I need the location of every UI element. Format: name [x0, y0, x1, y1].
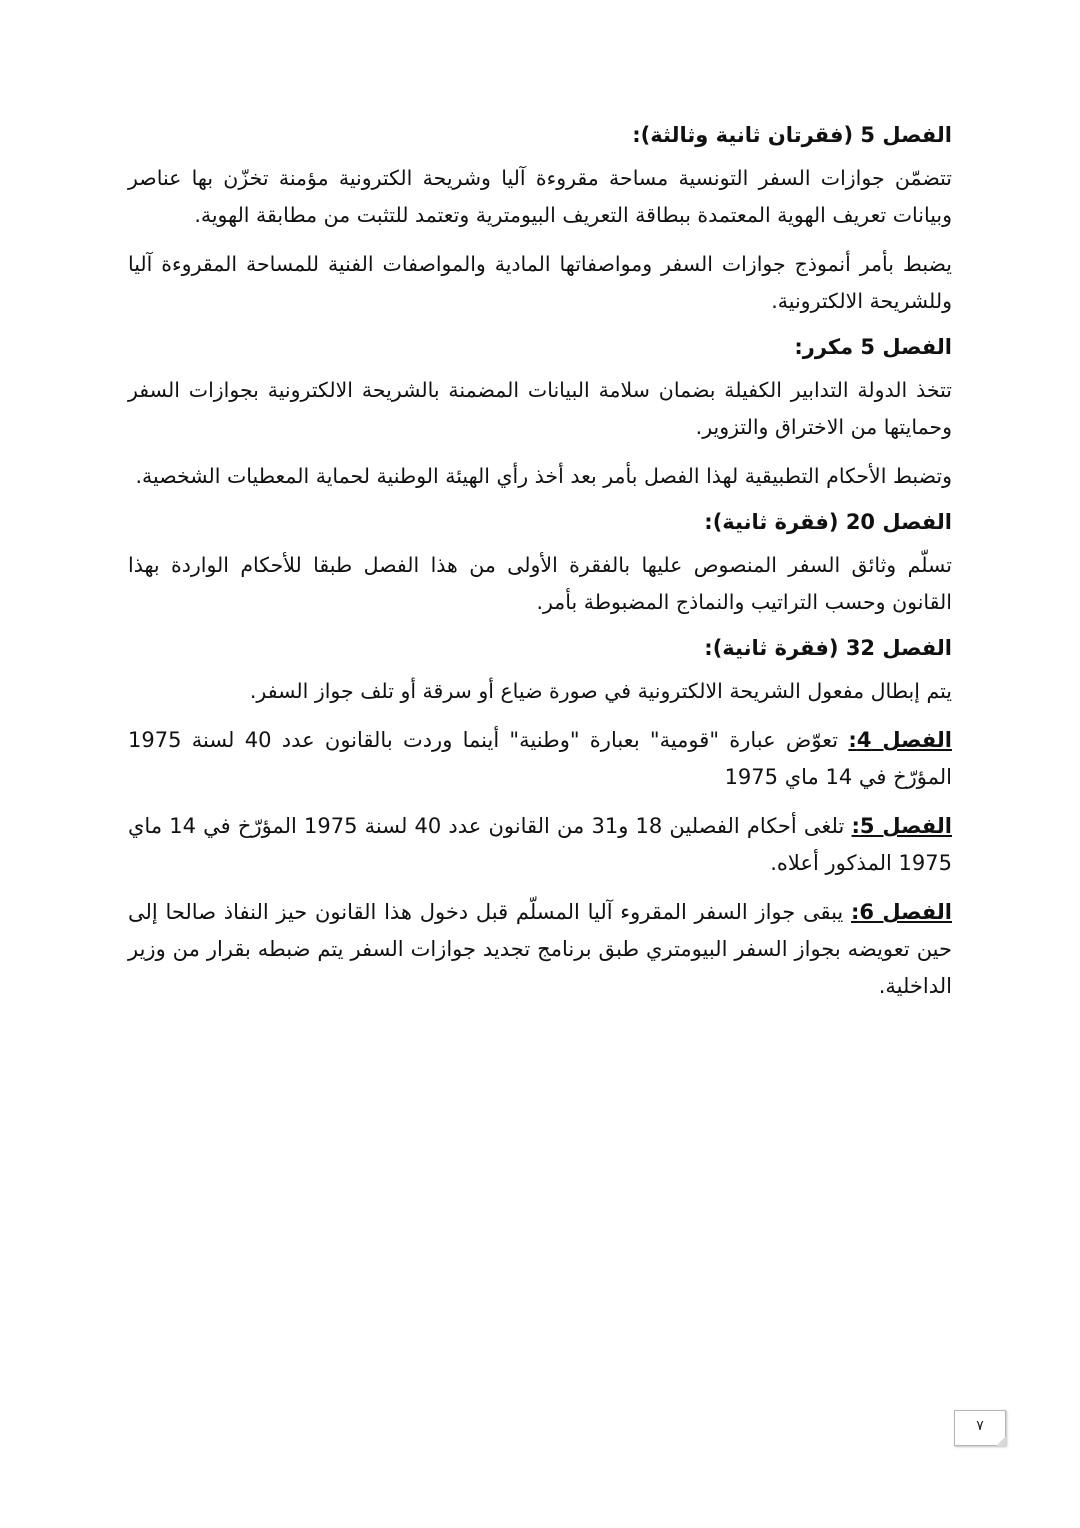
paragraph-article-5-1: تتضمّن جوازات السفر التونسية مساحة مقروءة آليا وشريحة الكترونية مؤمنة تخزّن بها عناصر وبيانات تعريف الهوية المعتمدة ببطاقة التعريف البيومترية وتعتمد للتثبت من مطابقة الهوية.: [128, 166, 952, 227]
article-5: [128, 808, 952, 882]
paragraph-article-20: تسلّم وثائق السفر المنصوص عليها بالفقرة الأولى من هذا الفصل طبقا للأحكام الواردة بهذا القانون وحسب التراتيب والنماذج المضبوطة بأمر.: [128, 553, 952, 614]
section-heading-article-20: الفصل 20 (فقرة ثانية):: [704, 510, 952, 534]
article-text: تعوّض عبارة "قومية" بعبارة "وطنية" أينما وردت بالقانون عدد 40 لسنة 1975 المؤرّخ في 14 ماي 1975: [128, 728, 952, 789]
article-text: يبقى جواز السفر المقروء آليا المسلّم قبل دخول هذا القانون حيز النفاذ صالحا إلى حين تعويضه بجواز السفر البيومتري طبق برنامج تجديد جوازات السفر يتم ضبطه بقرار من وزير الداخلية.: [128, 900, 952, 998]
article-label: الفصل 6:: [850, 900, 952, 924]
article-label: الفصل 4:: [848, 728, 952, 752]
page-number: ٧: [976, 1418, 984, 1434]
paragraph-article-5-bis-1: تتخذ الدولة التدابير الكفيلة بضمان سلامة البيانات المضمنة بالشريحة الالكترونية بجوازات السفر وحمايتها من الاختراق والتزوير.: [128, 378, 952, 439]
paragraph-article-5-2: يضبط بأمر أنموذج جوازات السفر ومواصفاتها المادية والمواصفات الفنية للمساحة المقروءة آليا وللشريحة الالكترونية.: [128, 252, 952, 313]
section-heading-article-5: الفصل 5 (فقرتان ثانية وثالثة):: [632, 123, 952, 147]
section-heading-article-5-bis: الفصل 5 مكرر:: [794, 335, 952, 359]
section-heading-article-32: الفصل 32 (فقرة ثانية):: [704, 636, 952, 660]
page-number-box: [954, 1410, 1006, 1446]
article-4: [128, 722, 952, 796]
paragraph-article-5-bis-2: وتضبط الأحكام التطبيقية لهذا الفصل بأمر بعد أخذ رأي الهيئة الوطنية لحماية المعطيات الشخصية.: [135, 464, 952, 488]
document-page: [128, 120, 952, 1017]
article-label: الفصل 5:: [851, 814, 952, 838]
article-text: تلغى أحكام الفصلين 18 و31 من القانون عدد 40 لسنة 1975 المؤرّخ في 14 ماي 1975 المذكور أعلاه.: [128, 814, 952, 875]
article-6: [128, 894, 952, 1005]
page-curl-decoration: [996, 1436, 1006, 1446]
paragraph-article-32: يتم إبطال مفعول الشريحة الالكترونية في صورة ضياع أو سرقة أو تلف جواز السفر.: [249, 679, 952, 703]
